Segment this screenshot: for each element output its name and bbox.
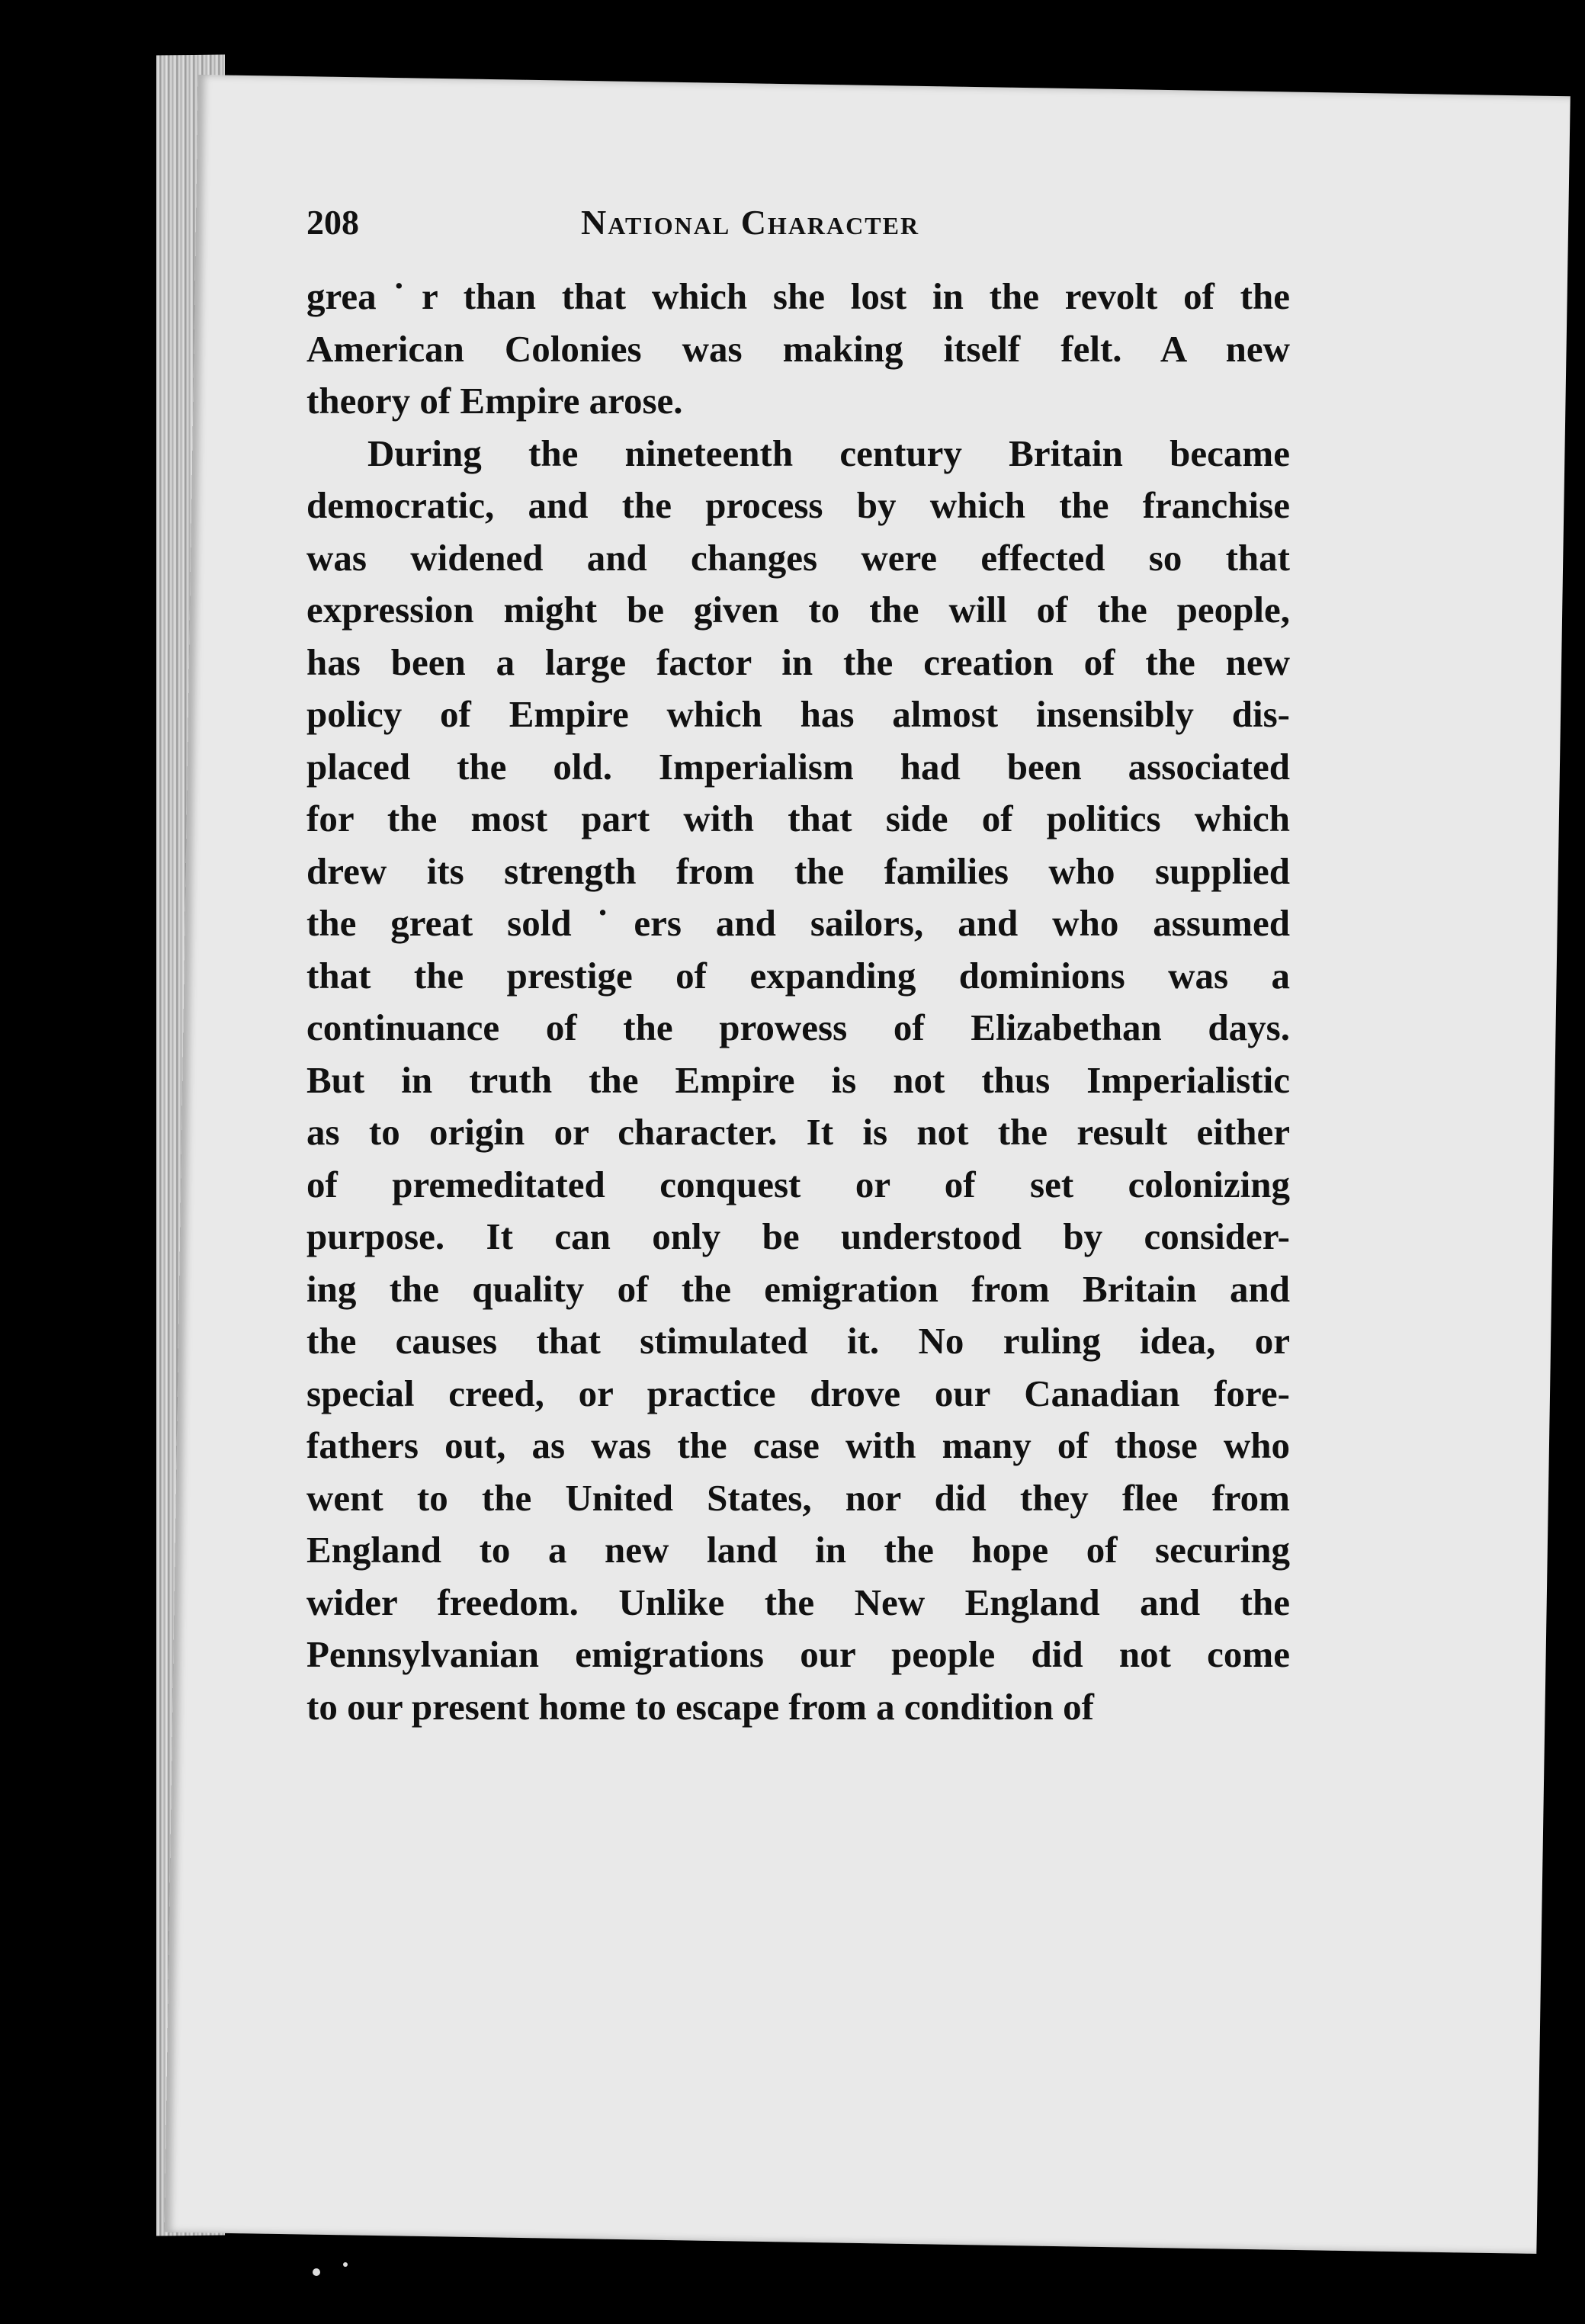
text-line: of premeditated conquest or of set colonizing bbox=[306, 1163, 1290, 1205]
page-content bbox=[306, 202, 1290, 1733]
text-line: England to a new land in the hope of securing bbox=[306, 1529, 1290, 1571]
text-line: placed the old. Imperialism had been associated bbox=[306, 745, 1290, 788]
speck bbox=[343, 2262, 348, 2267]
text-line: expression might be given to the will of the people, bbox=[306, 589, 1290, 631]
text-line: fathers out, as was the case with many of those who bbox=[306, 1424, 1290, 1466]
text-line: special creed, or practice drove our Canadian fore- bbox=[306, 1372, 1290, 1414]
text-line: purpose. It can only be understood by consider- bbox=[306, 1215, 1290, 1257]
text-line: was widened and changes were effected so that bbox=[306, 536, 1290, 579]
text-line: for the most part with that side of politics which bbox=[306, 798, 1290, 839]
text-line: wider freedom. Unlike the New England and the bbox=[306, 1581, 1290, 1623]
text-line: During the nineteenth century Britain became bbox=[367, 432, 1290, 474]
text-line: theory of Empire arose. bbox=[306, 380, 683, 422]
text-line: policy of Empire which has almost insensibly dis- bbox=[306, 693, 1290, 735]
speck bbox=[313, 2268, 320, 2276]
running-title: National Character bbox=[581, 203, 920, 242]
text-line: has been a large factor in the creation of the new bbox=[306, 640, 1290, 683]
paragraph bbox=[306, 271, 1290, 428]
text-line: as to origin or character. It is not the result either bbox=[306, 1111, 1290, 1153]
text-line: democratic, and the process by which the franchise bbox=[306, 484, 1290, 526]
text-line: the causes that stimulated it. No ruling idea, or bbox=[306, 1320, 1290, 1362]
text-line: drew its strength from the families who supplied bbox=[306, 849, 1290, 892]
scan-specks bbox=[313, 2268, 358, 2284]
text-line: that the prestige of expanding dominions was a bbox=[306, 954, 1290, 997]
text-line: ing the quality of the emigration from Britain and bbox=[306, 1267, 1290, 1310]
text-line: American Colonies was making itself felt. A new bbox=[306, 327, 1290, 370]
text-line: the great sold˙ers and sailors, and who assumed bbox=[306, 902, 1290, 944]
paragraph bbox=[306, 428, 1290, 1734]
text-line: grea˙r than that which she lost in the revolt of the bbox=[306, 275, 1290, 317]
running-head bbox=[306, 202, 1290, 271]
body-text bbox=[306, 271, 1290, 1733]
text-line: continuance of the prowess of Elizabethan days. bbox=[306, 1006, 1290, 1048]
text-line: to our present home to escape from a condition of bbox=[306, 1685, 1094, 1728]
text-line: Pennsylvanian emigrations our people did not come bbox=[306, 1633, 1290, 1675]
page-number: 208 bbox=[306, 203, 359, 242]
text-line: went to the United States, nor did they flee from bbox=[306, 1476, 1290, 1519]
text-line: But in truth the Empire is not thus Imperialistic bbox=[306, 1058, 1290, 1101]
